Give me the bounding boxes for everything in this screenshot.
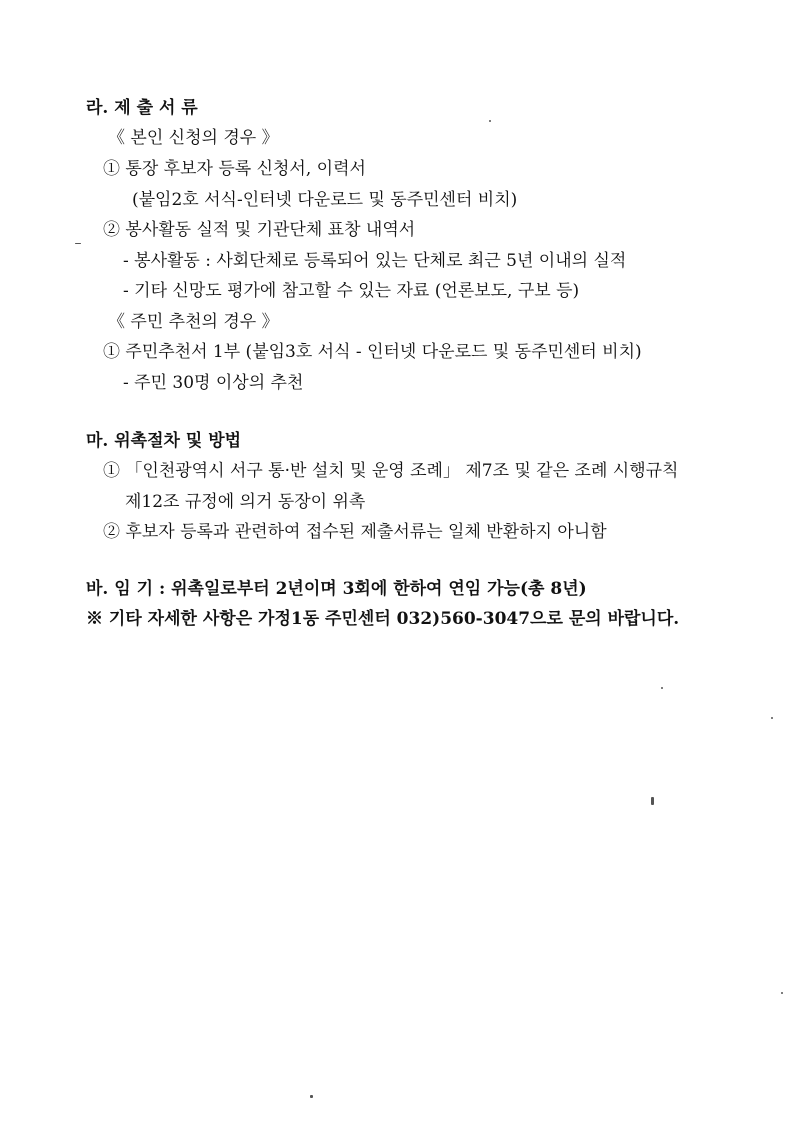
self-item-2-sub-1: - 봉사활동 : 사회단체로 등록되어 있는 단체로 최근 5년 이내의 실적 — [123, 251, 627, 271]
scan-speck — [661, 687, 663, 689]
self-item-1: ① 통장 후보자 등록 신청서, 이력서 — [103, 159, 366, 179]
scan-speck — [75, 243, 81, 244]
section-ba-heading: 바. 임 기 : 위촉일로부터 2년이며 3회에 한하여 연임 가능(총 8년) — [86, 579, 587, 599]
ma-item-2: ② 후보자 등록과 관련하여 접수된 제출서류는 일체 반환하지 아니함 — [103, 522, 607, 542]
self-application-title: 《 본인 신청의 경우 》 — [108, 128, 279, 148]
resident-item-1-sub: - 주민 30명 이상의 추천 — [123, 373, 304, 393]
scan-speck — [771, 717, 773, 719]
section-ma-heading: 마. 위촉절차 및 방법 — [86, 431, 242, 451]
scan-speck — [310, 1095, 313, 1098]
scan-speck — [651, 797, 654, 805]
contact-notice: ※ 기타 자세한 사항은 가정1동 주민센터 032)560-3047으로 문의 바랍니다. — [86, 609, 680, 629]
resident-item-1: ① 주민추천서 1부 (붙임3호 서식 - 인터넷 다운로드 및 동주민센터 비치) — [103, 342, 642, 362]
scan-speck — [489, 120, 491, 122]
resident-recommendation-title: 《 주민 추천의 경우 》 — [108, 312, 279, 332]
section-ra-heading: 라. 제 출 서 류 — [86, 98, 198, 118]
self-item-2-sub-2: - 기타 신망도 평가에 참고할 수 있는 자료 (언론보도, 구보 등) — [123, 281, 580, 301]
ma-item-1-line-1: ① 「인천광역시 서구 통·반 설치 및 운영 조례」 제7조 및 같은 조례 시행규칙 — [103, 461, 679, 481]
ma-item-1-line-2: 제12조 규정에 의거 동장이 위촉 — [125, 492, 366, 512]
scan-speck — [781, 992, 783, 994]
self-item-1-note: (붙임2호 서식-인터넷 다운로드 및 동주민센터 비치) — [132, 190, 518, 210]
self-item-2: ② 봉사활동 실적 및 기관단체 표창 내역서 — [103, 220, 416, 240]
